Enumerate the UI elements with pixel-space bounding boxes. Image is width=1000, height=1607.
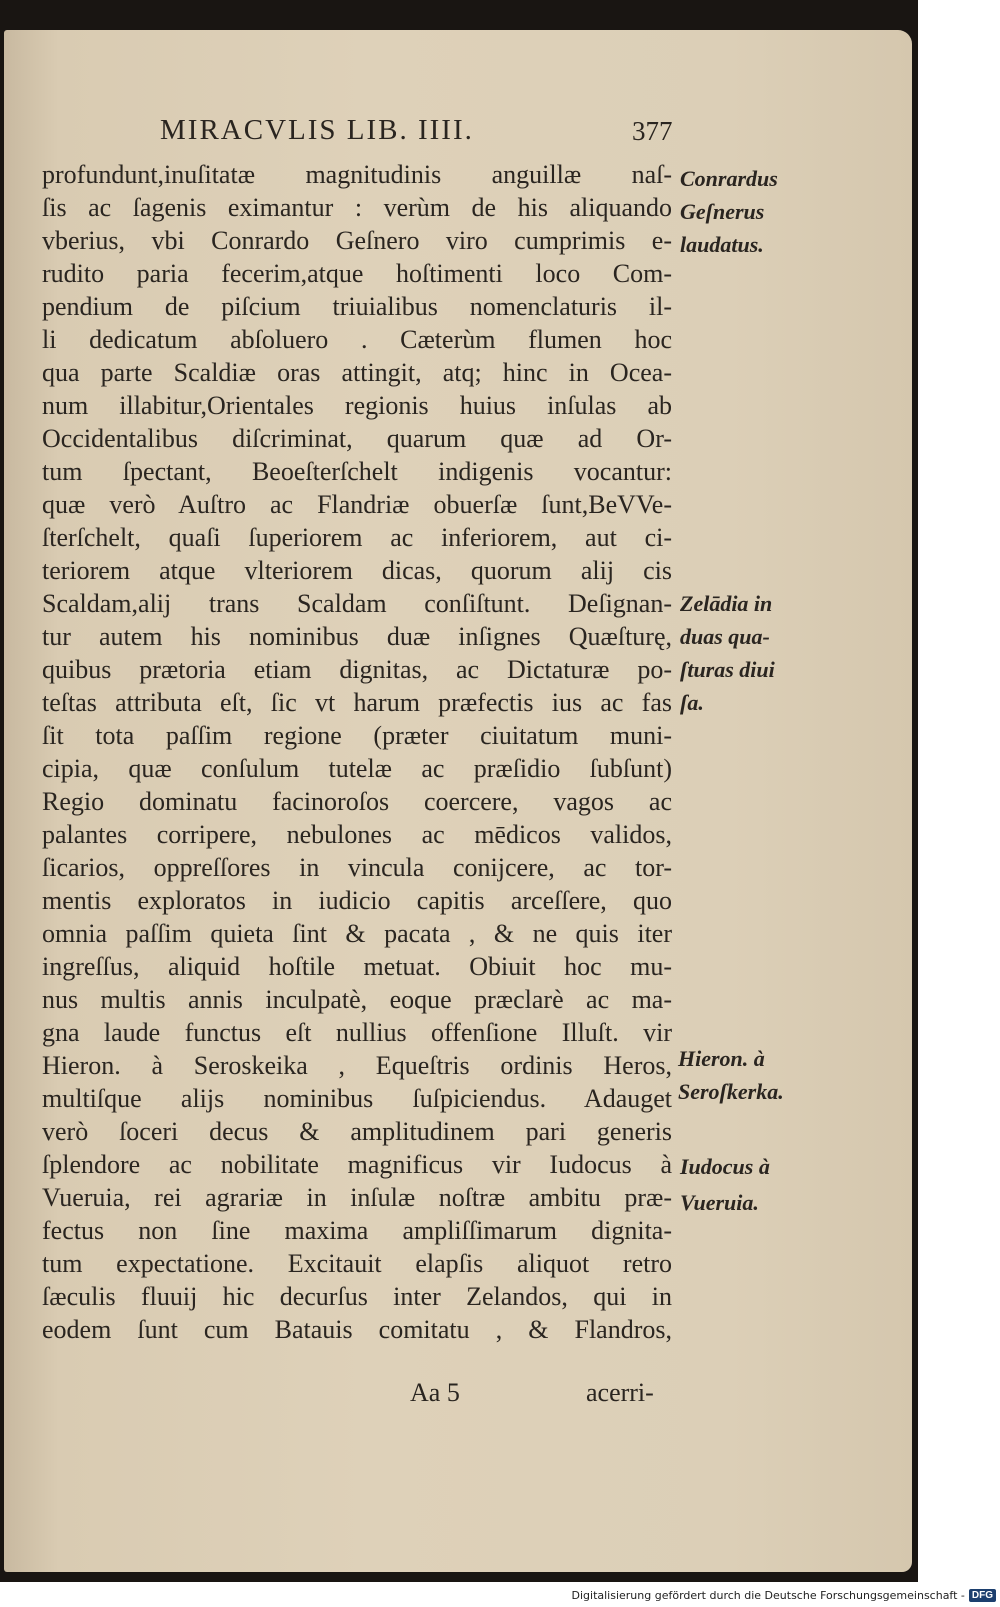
text-line: ſterſchelt, quaſi ſuperiorem ac inferiorem, aut ci-	[42, 523, 672, 552]
marginal-note: ſturas diui	[680, 657, 775, 682]
text-line: gna laude functus eſt nullius offenſione Illuſt. vir	[42, 1018, 672, 1047]
marginal-note: Seroſkerka.	[678, 1079, 784, 1104]
text-line: mentis exploratos in iudicio capitis arceſſere, quo	[42, 886, 672, 915]
text-line: verò ſoceri decus & amplitudinem pari generis	[42, 1117, 672, 1146]
marginal-note: laudatus.	[680, 232, 764, 257]
text-line: profundunt,inuſitatæ magnitudinis anguillæ naſ-	[42, 160, 672, 189]
text-line: Occidentalibus diſcriminat, quarum quæ ad Or-	[42, 424, 672, 453]
text-line: multiſque alijs nominibus ſuſpiciendus. Adauget	[42, 1084, 672, 1113]
text-line: Scaldam,alij trans Scaldam conſiſtunt. Deſignan-	[42, 589, 672, 618]
text-line: ingreſſus, aliquid hoſtile metuat. Obiuit hoc mu-	[42, 952, 672, 981]
text-line: num illabitur,Orientales regionis huius inſulas ab	[42, 391, 672, 420]
marginal-note: duas qua-	[680, 624, 770, 649]
marginal-note: Iudocus à	[680, 1154, 770, 1179]
marginal-note: Hieron. à	[678, 1046, 765, 1071]
body-text	[42, 158, 672, 1346]
text-line: li dedicatum abſoluero . Cæterùm flumen hoc	[42, 325, 672, 354]
text-line: eodem ſunt cum Batauis comitatu , & Flandros,	[42, 1315, 672, 1344]
text-line: omnia paſſim quieta ſint & pacata , & ne quis iter	[42, 919, 672, 948]
text-line: tum ſpectant, Beoeſterſchelt indigenis vocantur:	[42, 457, 672, 486]
text-line: ſicarios, oppreſſores in vincula conijcere, ac tor-	[42, 853, 672, 882]
text-line: quibus prætoria etiam dignitas, ac Dictaturæ po-	[42, 655, 672, 684]
text-line: ſit tota paſſim regione (præter ciuitatum muni-	[42, 721, 672, 750]
text-line: cipia, quæ conſulum tutelæ ac præſidio ſubſunt)	[42, 754, 672, 783]
page-number: 377	[632, 116, 673, 146]
marginal-note: Conrardus	[680, 166, 778, 191]
text-line: tur autem his nominibus duæ inſignes Quæſturę,	[42, 622, 672, 651]
text-line: ſæculis fluuij hic decurſus inter Zelandos, qui in	[42, 1282, 672, 1311]
text-line: vberius, vbi Conrardo Geſnero viro cumprimis e-	[42, 226, 672, 255]
text-line: ſplendore ac nobilitate magnificus vir Iudocus à	[42, 1150, 672, 1179]
text-line: pendium de piſcium triuialibus nomenclaturis il-	[42, 292, 672, 321]
text-line: Vueruia, rei agrariæ in inſulæ noſtræ ambitu præ-	[42, 1183, 672, 1212]
text-line: teriorem atque vlteriorem dicas, quorum alij cis	[42, 556, 672, 585]
catchword: acerri-	[586, 1378, 654, 1407]
signature-mark: Aa 5	[410, 1378, 460, 1407]
text-line: quæ verò Auſtro ac Flandriæ obuerſæ ſunt,BeVVe-	[42, 490, 672, 519]
marginal-note: ſa.	[680, 690, 704, 715]
running-head: MIRACVLIS LIB. IIII.	[160, 114, 474, 146]
marginal-note: Vueruia.	[680, 1190, 759, 1215]
text-line: ſis ac ſagenis eximantur : verùm de his aliquando	[42, 193, 672, 222]
digitization-credit	[572, 1589, 997, 1602]
marginal-note: Geſnerus	[680, 199, 765, 224]
dfg-logo-icon: DFG	[969, 1589, 996, 1602]
text-line: tum expectatione. Excitauit elapſis aliquot retro	[42, 1249, 672, 1278]
text-line: Hieron. à Seroskeika , Equeſtris ordinis Heros,	[42, 1051, 672, 1080]
text-line: nus multis annis inculpatè, eoque præclarè ac ma-	[42, 985, 672, 1014]
text-line: teſtas attributa eſt, ſic vt harum præfectis ius ac fas	[42, 688, 672, 717]
text-line: palantes corripere, nebulones ac mēdicos validos,	[42, 820, 672, 849]
text-line: rudito paria fecerim,atque hoſtimenti loco Com-	[42, 259, 672, 288]
text-line: Regio dominatu facinoroſos coercere, vagos ac	[42, 787, 672, 816]
text-line: fectus non ſine maxima ampliſſimarum dignita-	[42, 1216, 672, 1245]
credit-text: Digitalisierung gefördert durch die Deutsche Forschungsgemeinschaft -	[571, 1589, 965, 1602]
text-line: qua parte Scaldiæ oras attingit, atq; hinc in Ocea-	[42, 358, 672, 387]
marginal-note: Zelādia in	[680, 591, 773, 616]
